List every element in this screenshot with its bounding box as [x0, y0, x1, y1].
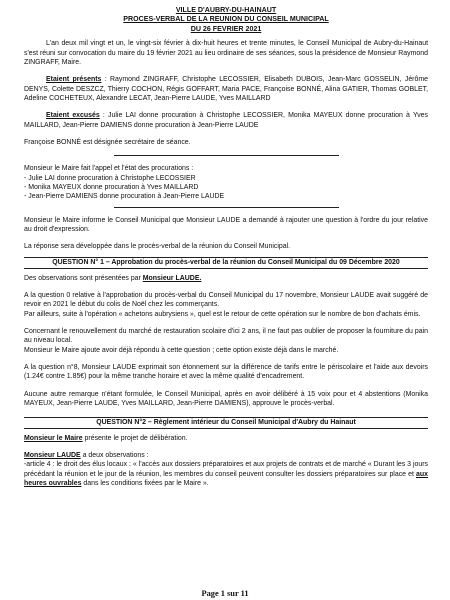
presents-paragraph: [24, 75, 428, 103]
q1-paragraph: Concernant le renouvellement du marché de restauration scolaire d'ici 2 ans, il ne faut pas oublier de proposer la fourniture du pain au niveau local.: [24, 328, 428, 345]
appel-line: Monsieur le Maire fait l'appel et l'état des procurations :: [24, 165, 194, 173]
appel-line: - Monika MAYEUX donne procuration à Yves MAILLARD: [24, 184, 199, 191]
q2-laude-label: Monsieur LAUDE: [24, 451, 81, 459]
q1-paragraph: Par ailleurs, suite à l'opération « achetons aubrysiens », quel est le retour de cette opération sur le nombre de bon d'achats émis.: [24, 310, 421, 318]
q1-paragraph: Aucune autre remarque n'étant formulée, le Conseil Municipal, après en avoir délibéré à 15 voix pour et 4 abstentions (Monika MAYEUX, Jean-Pierre LAUDE, Yves MAILLARD, Jean-Pierre DAMIENS), approuve le procès-verbal.: [24, 390, 428, 408]
q2-article4-paragraph: [24, 460, 428, 488]
q1-paragraph: A la question n°8, Monsieur LAUDE exprimait son étonnement sur la différence de tarifs entre le périscolaire et l'aide aux devoirs (1.24€ contre 1.85€) pour la même tranche horaire et avec la même qualité d'encadrement.: [24, 364, 428, 381]
secretaire-paragraph: Françoise BONNÉ est désignée secrétaire de séance.: [24, 138, 191, 146]
intro-paragraph: L'an deux mil vingt et un, le vingt-six février à dix-huit heures et trente minutes, le Conseil Municipal de Aubry-du-Hainaut s'est réuni sur convocation du maire du 19 février 2021 au lieu ordinaire de ses séances, sous la présidence de Monsieur Raymond ZINGRAFF, Maire.: [24, 40, 428, 66]
q2-art4-b: dans les conditions fixées par le Maire ».: [81, 479, 209, 487]
presents-label: Etaient présents: [46, 76, 102, 84]
question-2-title: QUESTION N°2 – Règlement intérieur du Conseil Municipal d'Aubry du Hainaut: [24, 417, 428, 429]
question-request-paragraph: Monsieur le Maire informe le Conseil Municipal que Monsieur LAUDE a demandé à rajouter une question à l'ordre du jour relative au droit d'expression.: [24, 216, 428, 234]
reponse-paragraph: La réponse sera développée dans le procès-verbal de la réunion du Conseil Municipal.: [24, 243, 291, 251]
q2-laude-paragraph: [24, 451, 428, 460]
header-title: PROCES-VERBAL DE LA REUNION DU CONSEIL MUNICIPAL: [123, 15, 329, 24]
document-header: [24, 6, 428, 34]
header-town: VILLE D'AUBRY-DU-HAINAUT: [175, 6, 277, 14]
q2-maire-paragraph: [24, 434, 428, 443]
q2-maire-text: présente le projet de délibération.: [82, 434, 188, 442]
excuses-paragraph: [24, 111, 428, 130]
q2-laude-text: a deux observations :: [80, 451, 149, 459]
page-number: Page 1 sur 11: [201, 589, 249, 598]
q2-art4-underlined: aux heures ouvrables: [24, 470, 428, 487]
document-page: [24, 6, 428, 488]
q1-obs-name: Monsieur LAUDE.: [142, 274, 202, 282]
q2-art4-a: -article 4 : le droit des élus locaux : « l'accès aux dossiers préparatoires et aux projets de contrats et de marché « Durant les 3 jours précédant la réunion et le jour de la réunion, les membres du conseil peuvent consulter les dossiers préparatoires sur place et: [24, 461, 428, 478]
excuses-label: Etaient excusés: [46, 112, 100, 120]
header-date: DU 26 FEVRIER 2021: [190, 24, 262, 33]
q1-paragraph: Monsieur le Maire ajoute avoir déjà répondu à cette question ; cette option existe déjà dans le marché.: [24, 346, 339, 354]
question-1-title: QUESTION N° 1 – Approbation du procès-verbal de la réunion du Conseil Municipal du 09 Décembre 2020: [24, 257, 428, 269]
q1-observations: [24, 274, 428, 283]
q1-obs-prefix: Des observations sont présentées par: [24, 274, 143, 282]
appel-line: - Julie LAI donne procuration à Christophe LECOSSIER: [24, 174, 196, 182]
q2-maire-label: Monsieur le Maire: [24, 434, 83, 442]
excuses-text: : Julie LAI donne procuration à Christophe LECOSSIER, Monika MAYEUX donne procuration à Yves MAILLARD, Jean-Pierre DAMIENS donne procuration à Jean-Pierre LAUDE: [24, 112, 428, 129]
presents-text: : Raymond ZINGRAFF, Christophe LECOSSIER, Elisabeth DUBOIS, Jean-Marc GOSSELIN, Jérôme DENYS, Colette DESZCZ, Thierry COCHON, Régis GOFFART, Maria PACE, Françoise BONNÉ, Alina GATIER, Thomas GOBLET, Adeline COCHETEUX, Alexandre LECAT, Jean-Pierre LAUDE, Yves MAILLARD: [24, 76, 428, 102]
q1-paragraph: A la question 0 relative à l'approbation du procès-verbal du Conseil Municipal du 17 novembre, Monsieur LAUDE avait suggéré de revoir en 2021 le début du colis de Noël chez les commerçants.: [24, 292, 428, 309]
appel-line: - Jean-Pierre DAMIENS donne procuration à Jean-Pierre LAUDE: [24, 193, 225, 201]
